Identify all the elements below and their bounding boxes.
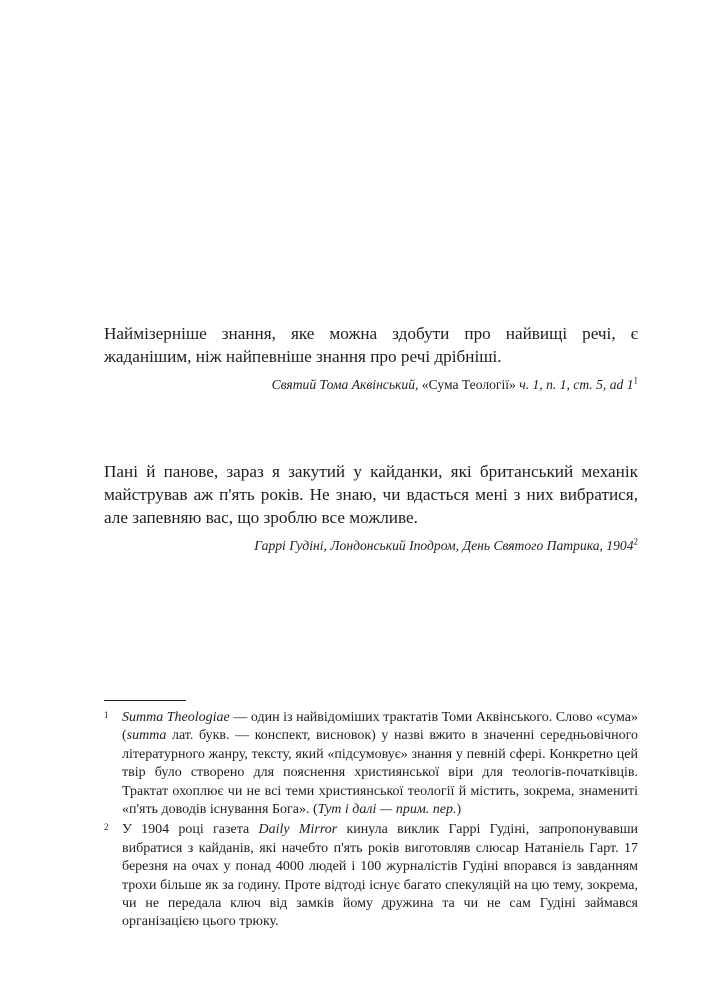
- footnote-2: [104, 821, 638, 931]
- footnotes: [104, 709, 638, 934]
- epigraph-text: Пані й панове, зараз я закутий у кайданки, які британський механік майстрував аж п'ять років. Не знаю, чи вдасться мені з них вибратися, але запевняю вас, що зроблю все можливе.: [104, 462, 638, 527]
- footnote-text: лат. букв. — конспект, висновок) у назві вжито в значенні середньовічного літературного жанру, тексту, який «підсумовує» знання у певній сфері. Конкретно цей твір було створено для пояснення християнської віри для теологів-початківців. Трактат охоплює чи не всі теми християнської теології й містить, зокрема, знамениті «п'ять доводів існування Бога». (: [122, 728, 638, 818]
- epigraph-text: Наймізерніше знання, яке можна здобути про найвищі речі, є жаданішим, ніж найпевніше знання про речі дрібніші.: [104, 324, 638, 366]
- footnote-1: [104, 709, 638, 819]
- footnote-term: summa: [126, 728, 167, 744]
- footnote-number: 1: [104, 710, 109, 720]
- translator-note: Тут і далі — прим. пер.: [317, 802, 457, 818]
- epigraph-attribution: [104, 537, 638, 555]
- footnote-ref: 2: [633, 536, 638, 547]
- attribution-detail: ч. 1, п. 1, ст. 5, ad 1: [515, 377, 634, 392]
- footnote-text: ): [456, 802, 462, 818]
- attribution-author: Святий Тома Аквінський,: [271, 377, 419, 392]
- attribution-source: «Сума Теології»: [421, 377, 516, 392]
- footnote-ref: 1: [633, 375, 638, 386]
- epigraph-houdini: [104, 460, 638, 555]
- footnote-text: кинула виклик Гаррі Гудіні, запропонувавши вибратися з кайданів, які начебто п'ять років виготовляв слюсар Натаніель Гарт. 17 березня на очах у понад 4000 людей і 100 журналістів Гудіні впорався із завданням трохи більше як за годину. Проте відтоді існує багато спекуляцій на цю тему, зокрема, чи не передала ключ від замків йому дружина та чи не сам Гудіні займався організацією цього трюку.: [122, 822, 639, 930]
- attribution-author: Гаррі Гудіні, Лондонський Іподром, День Святого Патрика, 1904: [254, 538, 634, 553]
- footnote-newspaper: Daily Mirror: [258, 822, 338, 838]
- footnote-number: 2: [104, 822, 109, 833]
- footnote-title: Summa Theologiae: [122, 710, 230, 725]
- epigraph-aquinas: [104, 322, 638, 394]
- footnote-text: — один із найвідоміших трактатів Томи Аквінського. Слово «сума» (: [122, 710, 638, 744]
- footnote-divider: [104, 700, 186, 701]
- epigraph-attribution: [104, 376, 638, 394]
- footnote-text: У 1904 році газета: [122, 822, 259, 838]
